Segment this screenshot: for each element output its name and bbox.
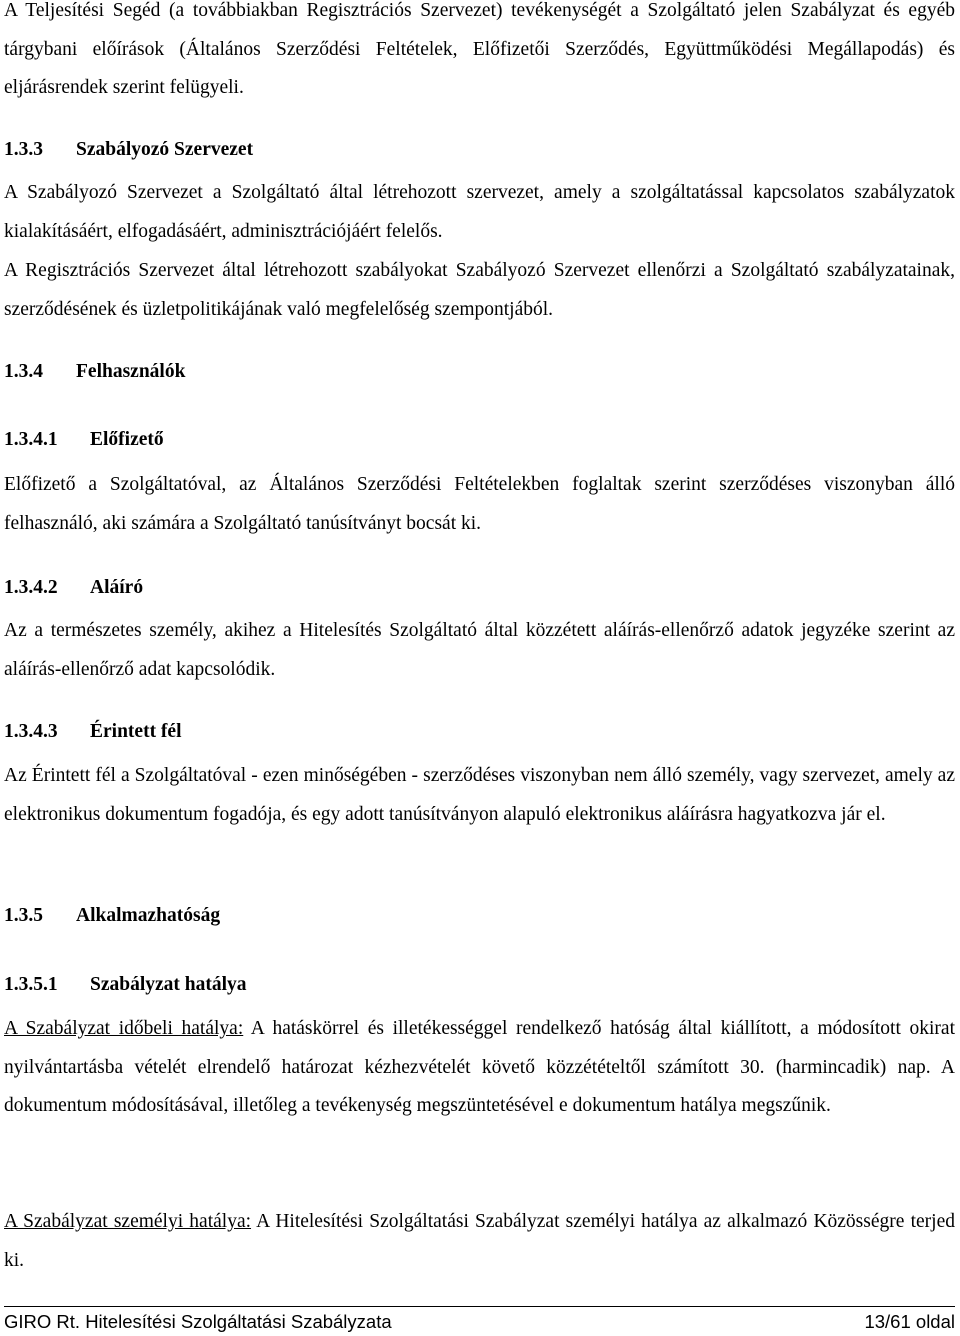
elofizeto-paragraph: Előfizető a Szolgáltatóval, az Általános Szerződési Feltételekben foglaltak szerint szerződéses viszonyban álló felhasználó, aki számára a Szolgáltató tanúsítványt bocsát ki. xyxy=(4,474,955,534)
szemelyi-hataly-text: A Hitelesítési Szolgáltatási Szabályzat személyi hatálya az alkalmazó Közösségre terjed ki. xyxy=(4,1211,955,1271)
heading-1-3-4-2 xyxy=(4,576,955,600)
heading-number: 1.3.4.1 xyxy=(4,429,58,450)
szemelyi-hataly-label: A Szabályzat személyi hatálya: xyxy=(4,1211,252,1232)
footer-document-title: GIRO Rt. Hitelesítési Szolgáltatási Szabályzata xyxy=(4,1311,392,1332)
szabalyozo-paragraph-2: A Regisztrációs Szervezet által létrehozott szabályokat Szabályozó Szervezet ellenőrzi a Szolgáltató szabályzatainak, szerződésének és üzletpolitikájának való megfelelőség szempontjából. xyxy=(4,260,955,320)
heading-1-3-4-1 xyxy=(4,428,955,452)
page-footer xyxy=(4,1306,955,1333)
heading-title: Előfizető xyxy=(90,429,164,450)
heading-title: Szabályozó Szervezet xyxy=(76,139,254,160)
heading-number: 1.3.4.2 xyxy=(4,577,58,598)
footer-page-number: 13/61 oldal xyxy=(864,1311,955,1332)
heading-number: 1.3.5 xyxy=(4,905,43,926)
heading-title: Érintett fél xyxy=(90,721,182,742)
heading-title: Felhasználók xyxy=(76,361,186,382)
szabalyozo-paragraph-1: A Szabályozó Szervezet a Szolgáltató által létrehozott szervezet, amely a szolgáltatással kapcsolatos szabályzatok kialakításáért, elfogadásáért, adminisztrációjáért felelős. xyxy=(4,182,955,242)
alairo-paragraph: Az a természetes személy, akihez a Hitelesítés Szolgáltató által közzétett aláírás-ellenőrző adatok jegyzéke szerint az aláírás-ellenőrző adat kapcsolódik. xyxy=(4,620,955,680)
heading-1-3-4-3 xyxy=(4,720,955,744)
idobeli-hataly-paragraph xyxy=(4,1010,955,1126)
heading-number: 1.3.4.3 xyxy=(4,721,58,742)
heading-number: 1.3.5.1 xyxy=(4,974,58,995)
heading-1-3-5 xyxy=(4,904,955,928)
erintett-paragraph: Az Érintett fél a Szolgáltatóval - ezen minőségében - szerződéses viszonyban nem álló személy, vagy szervezet, amely az elektronikus dokumentum fogadója, és egy adott tanúsítványon alapuló elektronikus aláírásra hagyatkozva jár el. xyxy=(4,765,955,825)
idobeli-hataly-text: A hatáskörrel és illetékességgel rendelkező hatóság által kiállított, a módosított okirat nyilvántartásba vételét elrendelő határozat kézhezvételét követő közzétételtől számított 30. (harmincadik) nap. A dokumentum módosításával, illetőleg a tevékenység megszüntetésével e dokumentum hatálya megszűnik. xyxy=(4,1018,955,1117)
idobeli-hataly-label: A Szabályzat időbeli hatálya: xyxy=(4,1018,244,1039)
heading-number: 1.3.3 xyxy=(4,139,43,160)
heading-1-3-4 xyxy=(4,360,955,384)
heading-title: Aláíró xyxy=(90,577,144,598)
heading-title: Szabályzat hatálya xyxy=(90,974,247,995)
heading-1-3-3 xyxy=(4,138,955,162)
heading-title: Alkalmazhatóság xyxy=(76,905,221,926)
heading-1-3-5-1 xyxy=(4,973,955,997)
szemelyi-hataly-paragraph xyxy=(4,1203,955,1280)
intro-paragraph: A Teljesítési Segéd (a továbbiakban Regisztrációs Szervezet) tevékenységét a Szolgáltató jelen Szabályzat és egyéb tárgybani előírások (Általános Szerződési Feltételek, Előfizetői Szerződés, Együttműködési Megállapodás) és eljárásrendek szerint felügyeli. xyxy=(4,0,955,99)
heading-number: 1.3.4 xyxy=(4,361,43,382)
